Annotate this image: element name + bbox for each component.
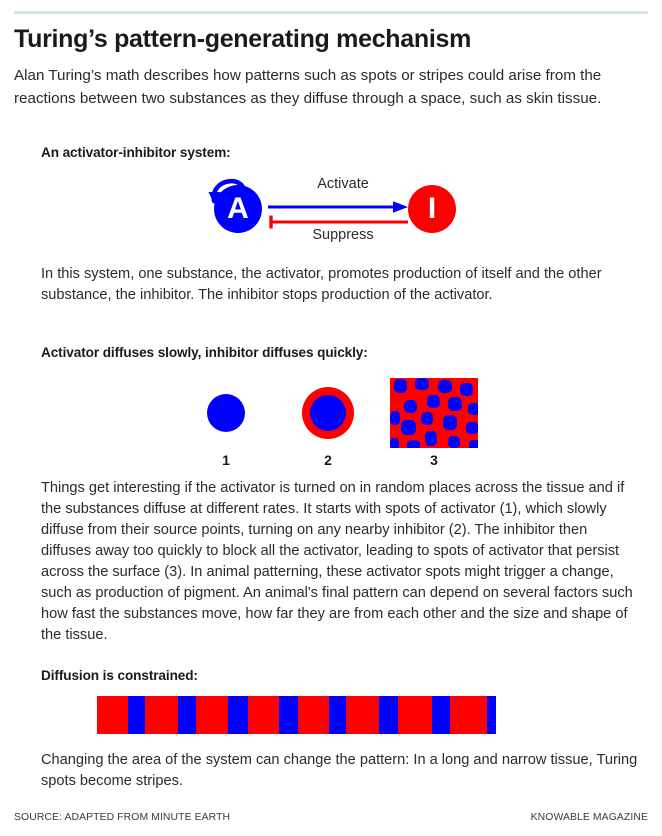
stripe-segment (228, 696, 248, 734)
activator-spot (448, 397, 462, 411)
activator-spot (415, 378, 429, 390)
section-1-caption: In this system, one substance, the activator, promotes production of itself and the other substance, the inhibitor. The inhibitor stops production of the activator. (41, 266, 602, 303)
stripe-segment (298, 696, 329, 734)
stripe-segment (329, 696, 346, 734)
activator-spot (448, 436, 460, 448)
stripe-segment (145, 696, 178, 734)
activate-label: Activate (317, 176, 369, 192)
activator-spot (401, 420, 416, 435)
figure-1-number: 1 (222, 452, 230, 468)
inhibitor-ring-shape (302, 387, 354, 439)
activator-spot (438, 380, 452, 393)
activator-spot (394, 379, 407, 393)
section-heading-diffusion-constrained: Diffusion is constrained: (41, 668, 198, 683)
activator-spot (425, 431, 437, 446)
activator-spot (390, 411, 400, 425)
figure-2-art (282, 378, 374, 448)
node-inhibitor (408, 185, 456, 233)
activator-spot (421, 412, 433, 425)
activator-spot (427, 395, 440, 408)
section-heading-diffusion-rates: Activator diffuses slowly, inhibitor diffuses quickly: (41, 345, 368, 360)
section-3-caption: Changing the area of the system can change the pattern: In a long and narrow tissue, Turing spots become stripes. (41, 752, 638, 789)
stripe-segment (379, 696, 398, 734)
figure-1 (180, 378, 272, 470)
figure-1-art (180, 378, 272, 448)
stripe-segment (248, 696, 279, 734)
activator-core-shape (310, 395, 346, 431)
stripe-segment (398, 696, 432, 734)
stripe-segment (128, 696, 145, 734)
activator-spot (469, 440, 478, 448)
stripe-segment (487, 696, 496, 734)
stripe-segment (432, 696, 450, 734)
figure-2 (282, 378, 374, 470)
footer-source: SOURCE: ADAPTED FROM MINUTE EARTH (14, 812, 231, 823)
activator-inhibitor-diagram (180, 168, 470, 250)
stripe-segment (97, 696, 128, 734)
spot-pattern-square (390, 378, 478, 448)
page-title: Turing’s pattern-generating mechanism (14, 25, 472, 53)
stripe-segment (279, 696, 298, 734)
section-2-caption: Things get interesting if the activator is turned on in random places across the tissue and if the substances diffuse at different rates. It starts with spots of activator (1), which slowly diffuse from their source points, turning on any nearby inhibitor (2). The inhibitor then diffuses away too quickly to block all the activator, leading to spots of activator that persist across the surface (3). In animal patterning, these activator spots might trigger a change, such as production of pigment. An animal's final pattern can depend on several factors such how fast the substances move, how far they are from each other and the size and shape of the tissue. (41, 480, 633, 643)
activator-spot (443, 415, 457, 430)
activate-arrow-icon (268, 200, 408, 214)
node-inhibitor-label: I (427, 192, 437, 225)
node-activator (214, 185, 262, 233)
activator-spot (390, 438, 399, 448)
diffusion-figure-group (180, 378, 490, 470)
stripe-segment (450, 696, 487, 734)
node-activator-label: A (227, 192, 249, 225)
stripe-pattern-bar (97, 696, 568, 734)
stripe-segment (346, 696, 379, 734)
activator-spot-shape (207, 394, 245, 432)
activator-spot (404, 400, 417, 413)
suppress-label: Suppress (312, 227, 374, 243)
figure-3-art (388, 378, 480, 448)
activator-spot (468, 403, 478, 415)
top-divider (14, 11, 648, 14)
stripe-segment (178, 696, 196, 734)
page-intro: Alan Turing’s math describes how patterns such as spots or stripes could arise from the reactions between two substances as they diffuse through a space, such as skin tissue. (14, 67, 602, 107)
stripe-segment (196, 696, 228, 734)
activator-spot (407, 440, 420, 448)
footer-publisher: KNOWABLE MAGAZINE (530, 812, 648, 823)
activator-spot (466, 422, 478, 434)
figure-3 (388, 378, 480, 470)
figure-2-number: 2 (324, 452, 332, 468)
activator-spot (460, 383, 473, 396)
figure-3-number: 3 (430, 452, 438, 468)
section-heading-activator-inhibitor: An activator-inhibitor system: (41, 145, 231, 160)
